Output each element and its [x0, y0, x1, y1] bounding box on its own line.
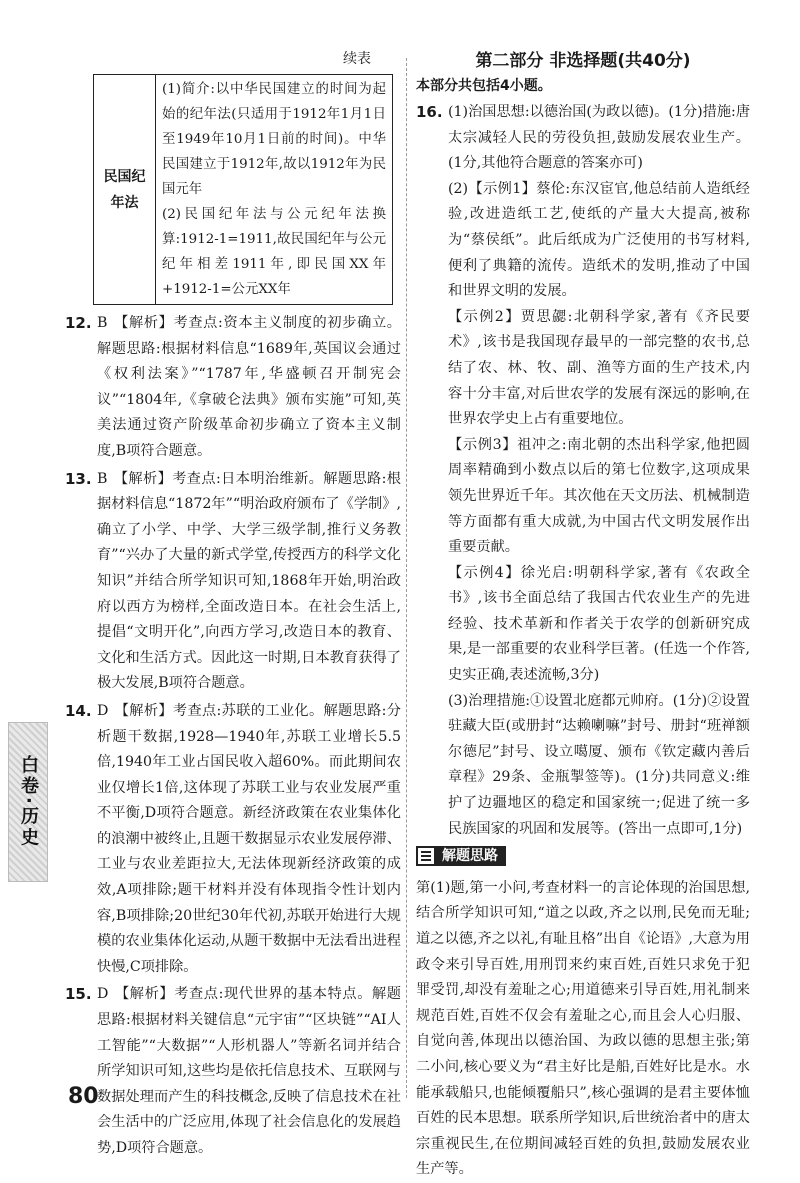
question-number: 15.	[65, 985, 92, 1004]
analysis-title-badge	[416, 846, 506, 866]
question-item	[65, 699, 401, 981]
question-number: 14.	[65, 701, 92, 720]
section-title: 第二部分 非选择题(共40分)	[475, 51, 691, 71]
question-explanation: 【解析】考查点:现代世界的基本特点。解题思路:根据材料关键信息“元宇宙”“区块链”“AI人工智能”“大数据”“人形机器人”等新名词并结合所学知识可知,这些均是依托信息技术、互联网与数据处理而产生的科技概念,反映了信息技术在社会生活中的广泛应用,体现了社会信息化的发展趋势,D项符合题意。	[97, 986, 401, 1156]
answer-paragraph: (3)治理措施:①设置北庭都元帅府。(1分)②设置驻藏大臣(或册封“达赖喇嘛”封号、册封“班禅额尔德尼”封号、设立噶厦、颁布《钦定藏内善后章程》29条、金瓶掣签等)。(1分)共同意义:维护了边疆地区的稳定和国家统一;促进了统一多民族国家的巩固和发展等。(答出一点即可,1分)	[448, 692, 750, 837]
table-row-content	[156, 75, 393, 305]
notebook-icon	[416, 846, 436, 866]
side-tab: 白卷·历史	[8, 722, 48, 882]
left-column	[65, 48, 401, 1162]
answer-paragraph: 【示例4】徐光启:明朝科学家,著有《农政全书》,该书全面总结了我国古代农业生产的先进经验、技术革新和作者关于农学的创新研究成果,是一部重要的农业科学巨著。(任选一个作答,史实正确,表述流畅,3分)	[448, 564, 750, 684]
answer-paragraph: (1)治国思想:以德治国(为政以德)。(1分)措施:唐太宗减轻人民的劳役负担,鼓励发展农业生产。(1分,其他符合题意的答案亦可)	[448, 104, 751, 172]
answer-letter: D	[97, 986, 109, 1003]
analysis-text: 第(1)题,第一小问,考查材料一的言论体现的治国思想,结合所学知识可知,“道之以政,齐之以刑,民免而无耻;道之以德,齐之以礼,有耻且格”出自《论语》,大意为用政令来引导百姓,用刑罚来约束百姓,百姓只求免于犯罪受罚,却没有羞耻之心;用道德来引导百姓,用礼制来规范百姓,百姓不仅会有羞耻之心,而且会人心归服、自觉向善,体现出以德治国、为政以德的思想主张;第二小问,核心要义为“君主好比是船,百姓好比是水。水能承载船只,也能倾覆船只”,核心强调的是君主要体恤百姓的民本思想。联系所学知识,后世统治者中的唐太宗重视民生,在位期间减轻百姓的负担,鼓励发展农业生产等。	[416, 879, 750, 1178]
table-content-paragraph: (1)简介:以中华民国建立的时间为起始的纪年法(只适用于1912年1月1日至1949年10月1日前的时间)。中华民国建立于1912年,故以1912年为民国元年	[162, 82, 386, 197]
answer-letter: B	[97, 470, 108, 487]
question-number: 16.	[416, 103, 443, 121]
question-item	[65, 467, 401, 697]
section-note: 本部分共包括4小题。	[416, 78, 552, 94]
answer-letter: B	[97, 315, 108, 331]
table-content-paragraph: (2)民国纪年法与公元纪年法换算:1912-1=1911,故民国纪年与公元纪年相差1911年,即民国XX年+1912-1=公元XX年	[162, 207, 386, 297]
question-explanation: 【解析】考查点:苏联的工业化。解题思路:分析题干数据,1928—1940年,苏联工业增长5.5倍,1940年工业占国民收入超60%。而此期间农业仅增长1倍,这体现了苏联工业与农业发展严重不平衡,D项符合题意。新经济政策在农业集体化的浪潮中被终止,且题干数据显示农业发展停滞、工业与农业差距拉大,无法体现新经济政策的成效,A项排除;题干材料并没有体现指令性计划内容,B项排除;20世纪30年代初,苏联开始进行大规模的农业集体化运动,从题干数据中无法看出进程快慢,C项排除。	[97, 702, 401, 975]
question-item	[416, 100, 750, 842]
column-divider	[406, 58, 407, 1098]
answer-letter: D	[97, 702, 109, 719]
question-number: 13.	[65, 469, 92, 488]
table-continued-label: 续表	[343, 51, 371, 67]
right-column	[416, 48, 750, 1183]
question-item	[65, 311, 401, 465]
table-row-label: 民国纪年法	[94, 75, 156, 305]
analysis-title: 解题思路	[442, 848, 498, 865]
question-explanation: 【解析】考查点:资本主义制度的初步确立。解题思路:根据材料信息“1689年,英国议会通过《权利法案》”“1787年,华盛顿召开制宪会议”“1804年,《拿破仑法典》颁布实施”可知,英美法通过资产阶级革命初步确立了资本主义制度,B项符合题意。	[97, 315, 401, 459]
calendar-table	[93, 74, 393, 305]
question-item	[65, 982, 401, 1161]
question-number: 12.	[65, 314, 92, 332]
answer-paragraph: (2)【示例1】蔡伦:东汉宦官,他总结前人造纸经验,改进造纸工艺,使纸的产量大大提高,被称为“蔡侯纸”。此后纸成为广泛使用的书写材料,便利了典籍的流传。造纸术的发明,推动了中国和世界文明的发展。	[448, 180, 750, 300]
page-number: 80	[68, 1084, 99, 1109]
question-explanation: 【解析】考查点:日本明治维新。解题思路:根据材料信息“1872年”“明治政府颁布了《学制》,确立了小学、中学、大学三级学制,推行义务教育”“兴办了大量的新式学堂,传授西方的科学文化知识”并结合所学知识可知,1868年开始,明治政府以西方为榜样,全面改造日本。在社会生活上,提倡“文明开化”,向西方学习,改造日本的教育、文化和生活方式。因此这一时期,日本教育获得了极大发展,B项符合题意。	[97, 470, 401, 692]
answer-paragraph: 【示例2】贾思勰:北朝科学家,著有《齐民要术》,该书是我国现存最早的一部完整的农书,总结了农、林、牧、副、渔等方面的生产技术,内容十分丰富,对后世农学的发展有深远的影响,在世界农学史上占有重要地位。	[448, 308, 750, 428]
answer-paragraph: 【示例3】祖冲之:南北朝的杰出科学家,他把圆周率精确到小数点以后的第七位数字,这项成果领先世界近千年。其次他在天文历法、机械制造等方面都有重大成就,为中国古代文明发展作出重要贡献。	[448, 436, 750, 556]
